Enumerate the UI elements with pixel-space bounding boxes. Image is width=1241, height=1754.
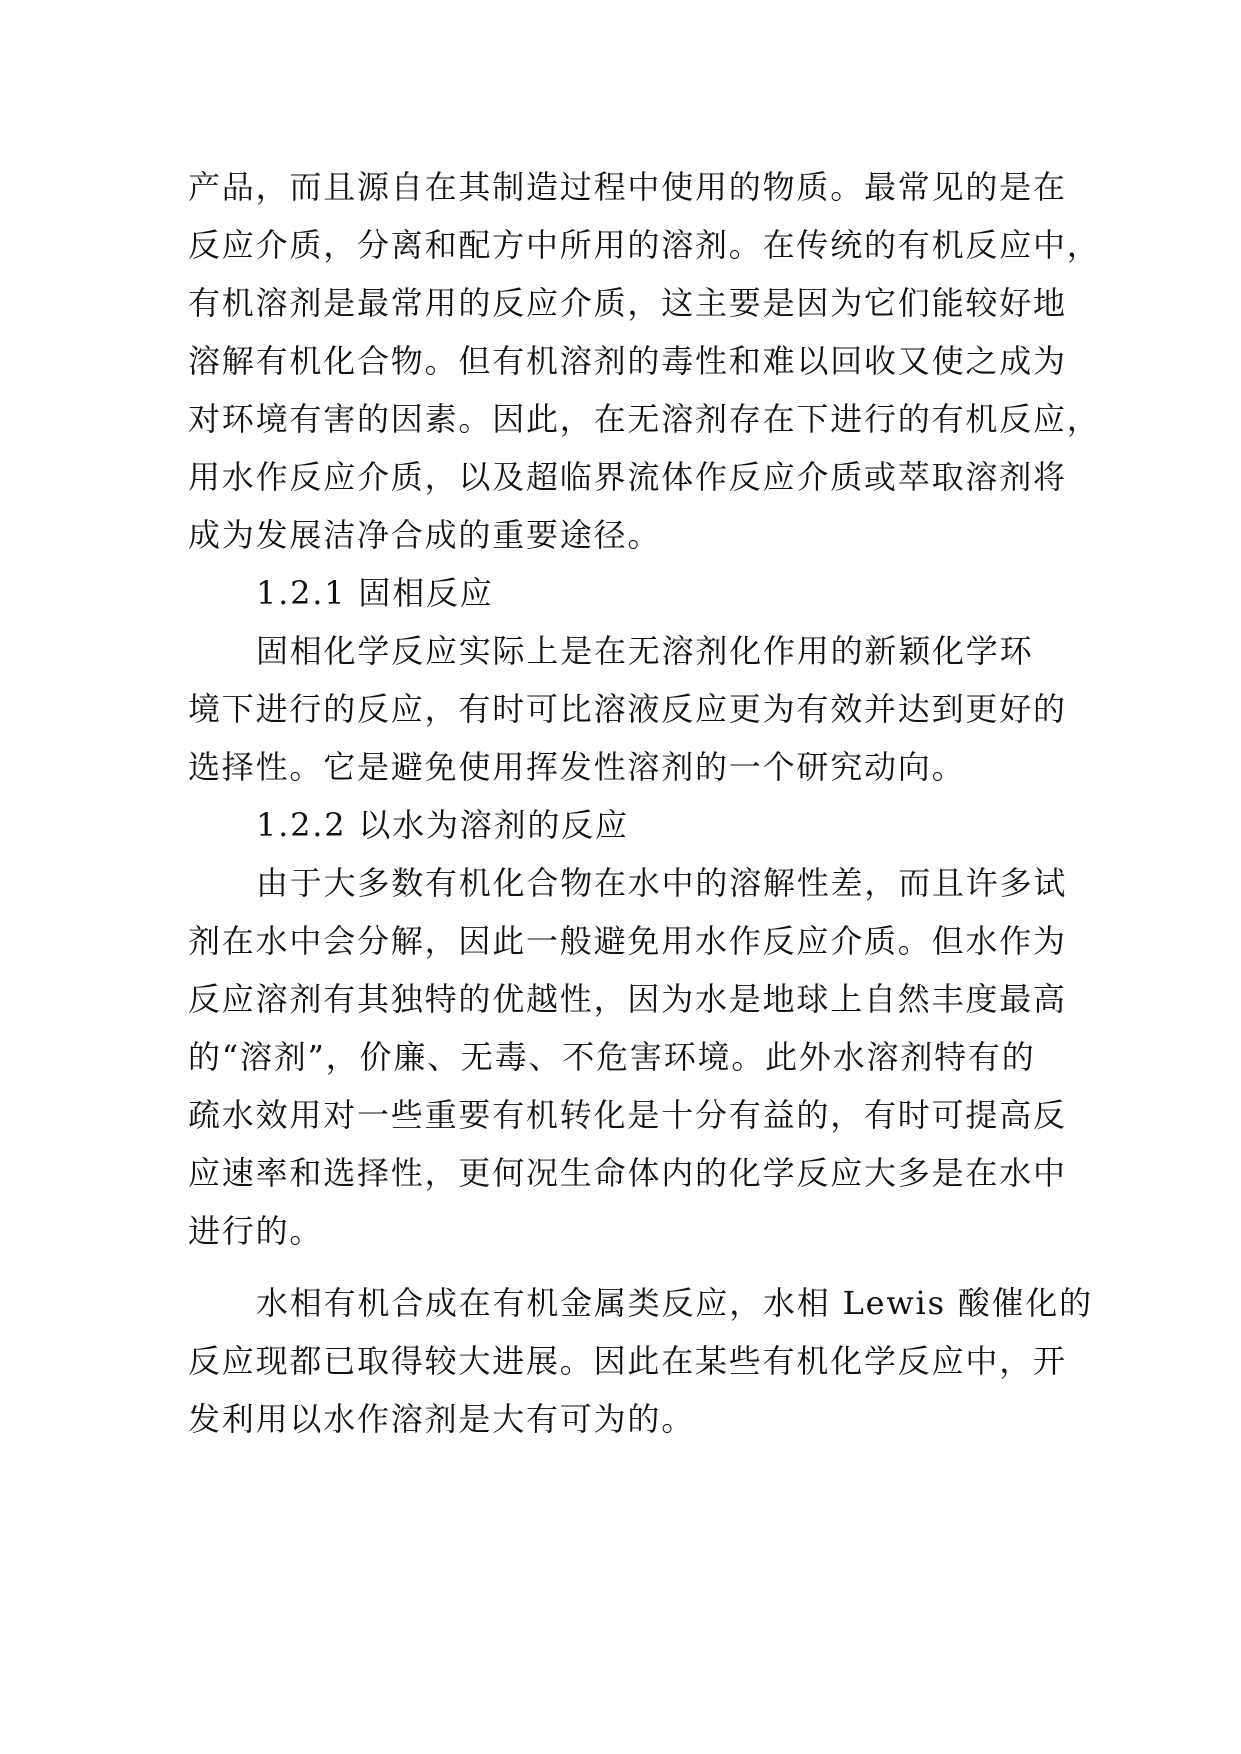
text-line: 有机溶剂是最常用的反应介质，这主要是因为它们能较好地 [188, 284, 1067, 322]
text-line: 对环境有害的因素。因此，在无溶剂存在下进行的有机反应， [188, 400, 1101, 438]
paragraph-aqueous-synthesis [188, 1274, 1093, 1448]
text-line: 反应溶剂有其独特的优越性，因为水是地球上自然丰度最高 [188, 980, 1067, 1018]
text-line: 选择性。它是避免使用挥发性溶剂的一个研究动向。 [188, 748, 966, 786]
text-line: 进行的。 [188, 1212, 324, 1250]
paragraph-water-solvent [188, 854, 1068, 1260]
paragraph-solid-phase [188, 622, 1068, 796]
text-line: 产品，而且源自在其制造过程中使用的物质。最常见的是在 [188, 168, 1067, 206]
paragraph-continuation [188, 158, 1101, 564]
text-line: 发利用以水作溶剂是大有可为的。 [188, 1400, 696, 1438]
paragraph-gap [188, 1260, 1068, 1274]
text-line: 的“溶剂”，价廉、无毒、不危害环境。此外水溶剂特有的 [188, 1038, 1036, 1076]
text-line: 成为发展洁净合成的重要途径。 [188, 516, 662, 554]
text-line: 应速率和选择性，更何况生命体内的化学反应大多是在水中 [188, 1154, 1067, 1192]
text-line: 反应介质，分离和配方中所用的溶剂。在传统的有机反应中， [188, 226, 1101, 264]
text-line: 水相有机合成在有机金属类反应，水相 Lewis 酸催化的 [256, 1284, 1093, 1322]
document-body [188, 158, 1101, 1448]
text-line: 境下进行的反应，有时可比溶液反应更为有效并达到更好的 [188, 690, 1067, 728]
text-line: 疏水效用对一些重要有机转化是十分有益的，有时可提高反 [188, 1096, 1067, 1134]
text-line: 固相化学反应实际上是在无溶剂化作用的新颖化学环 [256, 632, 1034, 670]
section-heading: 1.2.1 固相反应 [256, 574, 494, 612]
text-line: 由于大多数有机化合物在水中的溶解性差，而且许多试 [256, 864, 1068, 902]
section-heading: 1.2.2 以水为溶剂的反应 [256, 806, 629, 844]
text-line: 溶解有机化合物。但有机溶剂的毒性和难以回收又使之成为 [188, 342, 1067, 380]
text-line: 反应现都已取得较大进展。因此在某些有机化学反应中，开 [188, 1342, 1067, 1380]
text-line: 剂在水中会分解，因此一般避免用水作反应介质。但水作为 [188, 922, 1067, 960]
text-line: 用水作反应介质，以及超临界流体作反应介质或萃取溶剂将 [188, 458, 1067, 496]
